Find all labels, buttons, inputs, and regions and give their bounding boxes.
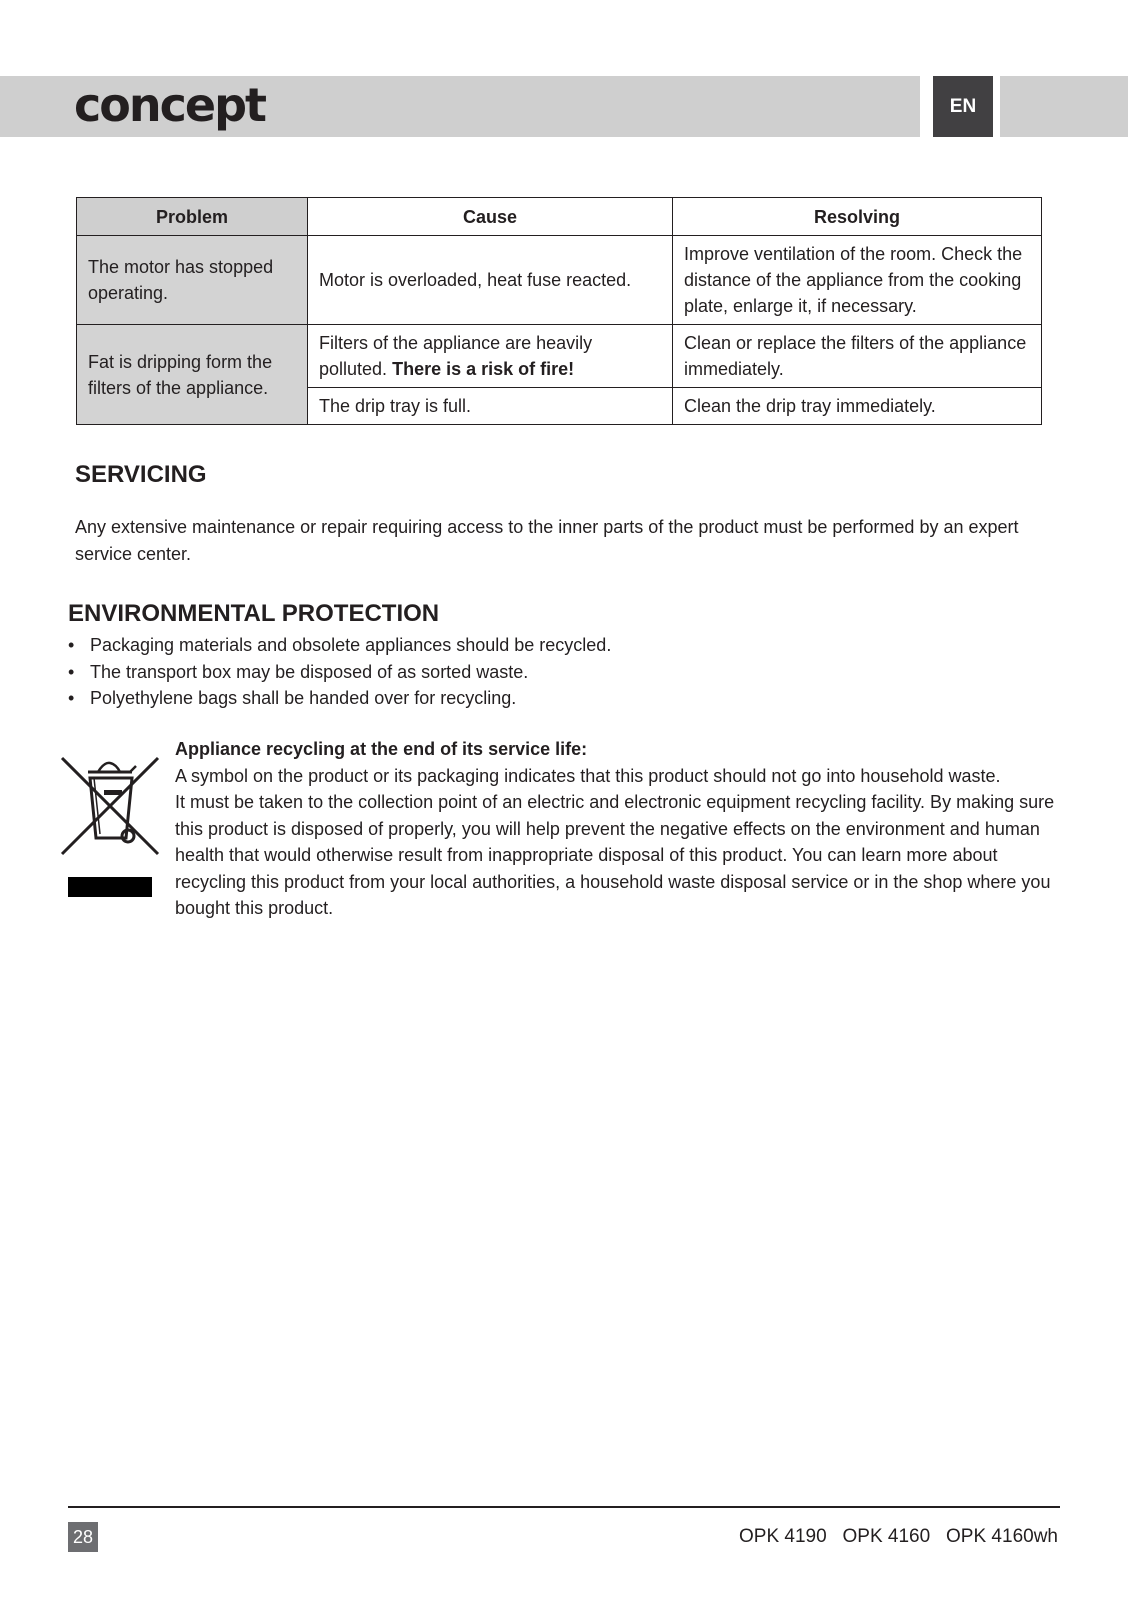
footer-divider xyxy=(68,1506,1060,1508)
list-item xyxy=(68,659,611,686)
table-row xyxy=(77,236,1042,325)
brand-logo: concept xyxy=(74,78,266,132)
recycling-title: Appliance recycling at the end of its service life: xyxy=(175,739,588,759)
recycling-paragraph-1: A symbol on the product or its packaging indicates that this product should not go into household waste. xyxy=(175,765,1001,786)
resolving-cell: Improve ventilation of the room. Check the distance of the appliance from the cooking plate, enlarge it, if necessary. xyxy=(673,236,1042,325)
resolving-cell: Clean or replace the filters of the appliance immediately. xyxy=(673,325,1042,388)
table-header-row xyxy=(77,198,1042,236)
list-item-text: The transport box may be disposed of as sorted waste. xyxy=(90,661,529,682)
list-item xyxy=(68,685,611,712)
list-item-text: Polyethylene bags shall be handed over for recycling. xyxy=(90,688,517,708)
bullet: • xyxy=(68,635,75,655)
cause-cell: The drip tray is full. xyxy=(308,388,673,425)
servicing-text: Any extensive maintenance or repair requiring access to the inner parts of the product must be performed by an expert service center. xyxy=(75,517,1019,564)
cause-cell: Motor is overloaded, heat fuse reacted. xyxy=(308,236,673,325)
header-resolving: Resolving xyxy=(673,198,1042,236)
servicing-heading: SERVICING xyxy=(75,461,207,488)
resolving-cell: Clean the drip tray immediately. xyxy=(673,388,1042,425)
recycling-paragraph-2: It must be taken to the collection point of an electric and electronic equipment recycling facility. By making sure this product is disposed of properly, you will help prevent the negative effects on the environment and human health that would otherwise result from inappropriate disposal of this product. You can learn more about recycling this product from your local authorities, a household waste disposal service or in the shop where you bought this product. xyxy=(175,792,1055,918)
environment-list xyxy=(68,632,611,712)
crossed-out-wheelie-bin-icon xyxy=(58,754,162,902)
cause-text: Filters of the appliance are heavily polluted. xyxy=(319,333,593,379)
header-cause: Cause xyxy=(308,198,673,236)
page-number: 28 xyxy=(68,1522,98,1552)
fire-risk-warning: There is a risk of fire! xyxy=(392,359,575,379)
problem-cell: Fat is dripping form the filters of the appliance. xyxy=(77,325,308,425)
model-numbers: OPK 4190 OPK 4160 OPK 4160wh xyxy=(739,1526,1058,1547)
list-item xyxy=(68,632,611,659)
troubleshooting-table xyxy=(76,197,1042,425)
table-row xyxy=(77,325,1042,388)
header-bar-right xyxy=(1000,76,1128,137)
cause-cell xyxy=(308,325,673,388)
bullet: • xyxy=(68,688,75,708)
header-problem: Problem xyxy=(77,198,308,236)
environment-heading: ENVIRONMENTAL PROTECTION xyxy=(68,600,440,627)
problem-cell: The motor has stopped operating. xyxy=(77,236,308,325)
language-badge: EN xyxy=(933,76,993,137)
list-item-text: Packaging materials and obsolete appliances should be recycled. xyxy=(90,635,612,655)
recycling-info xyxy=(175,736,1065,922)
bullet: • xyxy=(68,661,75,682)
